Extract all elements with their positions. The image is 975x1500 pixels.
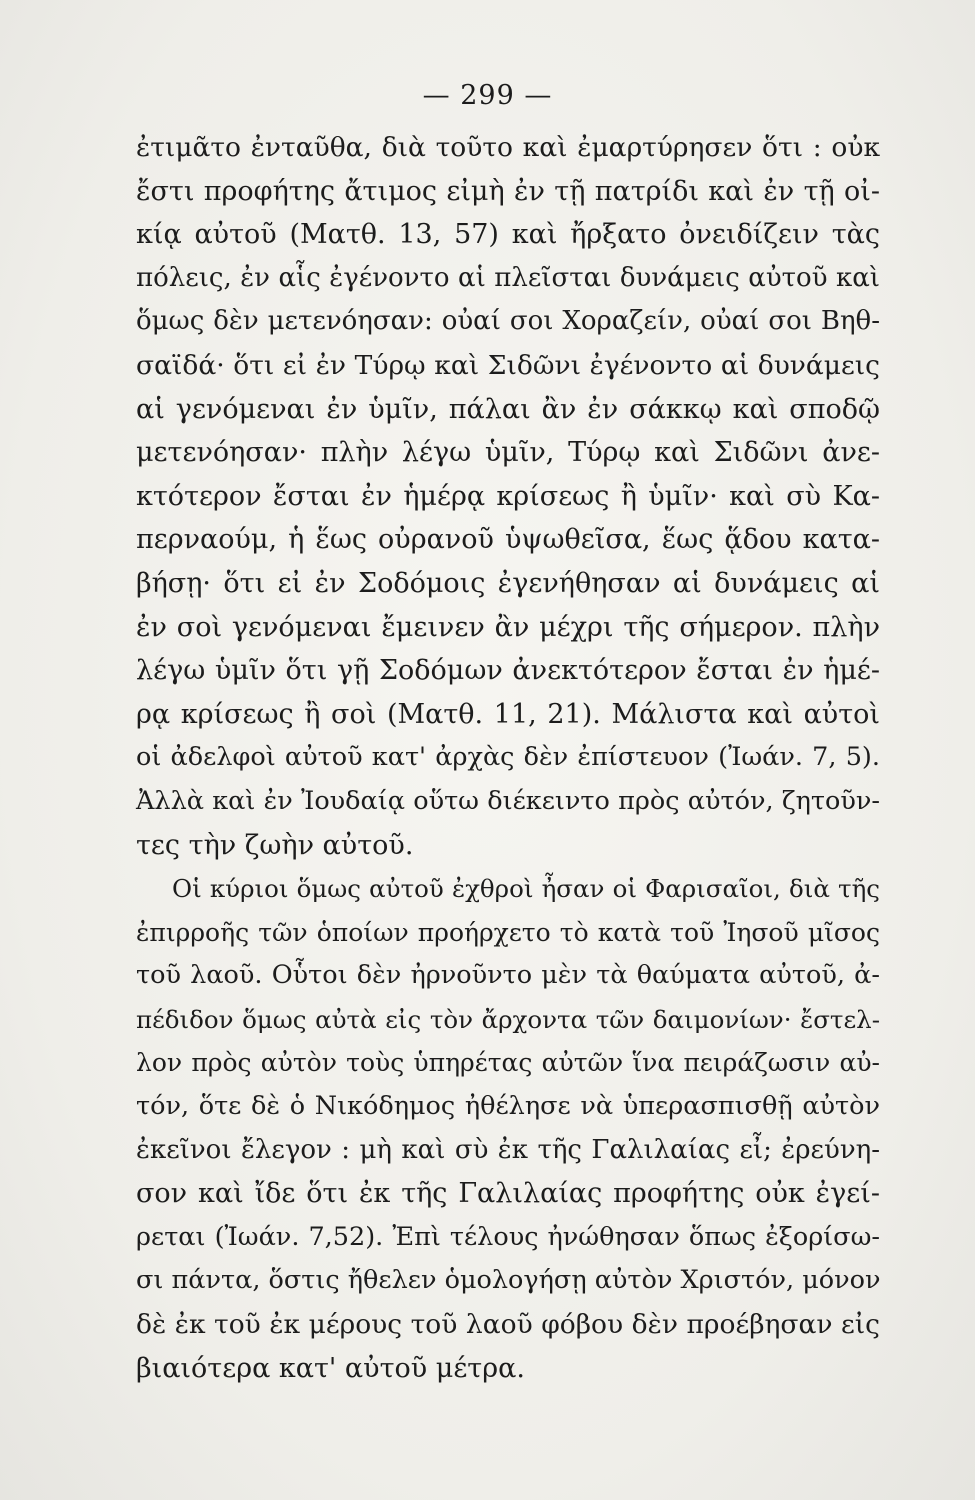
text-line: βήσῃ· ὅτι εἰ ἐν Σοδόμοις ἐγενήθησαν αἱ δυνάμεις αἱ (136, 567, 880, 599)
text-line: πέδιδον ὅμως αὐτὰ εἰς τὸν ἄρχοντα τῶν δαιμονίων· ἔστελ- (136, 1004, 880, 1034)
text-line: τοῦ λαοῦ. Οὗτοι δὲν ἠρνοῦντο μὲν τὰ θαύματα αὐτοῦ, ἀ- (136, 960, 880, 991)
text-line: περναούμ, ἡ ἕως οὐρανοῦ ὑψωθεῖσα, ἕως ᾅδου κατα- (136, 524, 880, 556)
paragraph-start-line: Οἱ κύριοι ὅμως αὐτοῦ ἐχθροὶ ἦσαν οἱ Φαρισαῖοι, διὰ τῆς (172, 874, 880, 904)
text-line: σαϊδά· ὅτι εἰ ἐν Τύρῳ καὶ Σιδῶνι ἐγένοντο αἱ δυνάμεις (136, 349, 880, 381)
text-line: ἔστι προφήτης ἄτιμος εἰμὴ ἐν τῇ πατρίδι καὶ ἐν τῇ οἰ- (136, 175, 880, 207)
text-line: πόλεις, ἐν αἷς ἐγένοντο αἱ πλεῖσται δυνάμεις αὐτοῦ καὶ (136, 262, 880, 293)
text-line: ἐκεῖνοι ἔλεγον : μὴ καὶ σὺ ἐκ τῆς Γαλιλαίας εἶ; ἐρεύνη- (136, 1134, 880, 1165)
text-line: ἐτιμᾶτο ἐνταῦθα, διὰ τοῦτο καὶ ἐμαρτύρησεν ὅτι : οὐκ (136, 132, 880, 163)
text-line: Ἀλλὰ καὶ ἐν Ἰουδαίᾳ οὕτω διέκειντο πρὸς αὐτόν, ζητοῦν- (136, 785, 880, 816)
text-line: ρᾳ κρίσεως ἢ σοὶ (Ματθ. 11, 21). Μάλιστα καὶ αὐτοὶ (136, 698, 880, 730)
text-line: οἱ ἀδελφοὶ αὐτοῦ κατ' ἀρχὰς δὲν ἐπίστευον (Ἰωάν. 7, 5). (136, 742, 880, 773)
text-line: αἱ γενόμεναι ἐν ὑμῖν, πάλαι ἂν ἐν σάκκῳ καὶ σποδῷ (136, 393, 880, 425)
text-line: τόν, ὅτε δὲ ὁ Νικόδημος ἠθέλησε νὰ ὑπερασπισθῇ αὐτὸν (136, 1091, 880, 1122)
text-line: σον καὶ ἴδε ὅτι ἐκ τῆς Γαλιλαίας προφήτης οὐκ ἐγεί- (136, 1178, 880, 1210)
text-line: ρεται (Ἰωάν. 7,52). Ἐπὶ τέλους ἠνώθησαν ὅπως ἐξορίσω- (136, 1221, 880, 1252)
text-line: ὅμως δὲν μετενόησαν: οὐαί σοι Χοραζείν, οὐαί σοι Βηθ- (136, 306, 880, 337)
paragraph-end-line: βιαιότερα κατ' αὐτοῦ μέτρα. (136, 1352, 525, 1384)
paragraph-end-line: τες τὴν ζωὴν αὐτοῦ. (136, 829, 414, 861)
text-line: λέγω ὑμῖν ὅτι γῇ Σοδόμων ἀνεκτότερον ἔσται ἐν ἡμέ- (136, 655, 880, 687)
text-line: λον πρὸς αὐτὸν τοὺς ὑπηρέτας αὐτῶν ἵνα πειράζωσιν αὐ- (136, 1048, 880, 1078)
body-text (136, 126, 880, 1390)
text-line: κίᾳ αὐτοῦ (Ματθ. 13, 57) καὶ ἤρξατο ὀνειδίζειν τὰς (136, 219, 880, 251)
text-line: δὲ ἐκ τοῦ ἐκ μέρους τοῦ λαοῦ φόβου δὲν προέβησαν εἰς (136, 1309, 880, 1341)
page-number: — 299 — (422, 80, 553, 111)
text-line: ἐν σοὶ γενόμεναι ἔμεινεν ἂν μέχρι τῆς σήμερον. πλὴν (136, 611, 880, 643)
text-line: μετενόησαν· πλὴν λέγω ὑμῖν, Τύρῳ καὶ Σιδῶνι ἀνε- (136, 437, 880, 469)
text-line: κτότερον ἔσται ἐν ἡμέρᾳ κρίσεως ἢ ὑμῖν· καὶ σὺ Κα- (136, 480, 880, 512)
text-line: ἐπιρροῆς τῶν ὁποίων προήρχετο τὸ κατὰ τοῦ Ἰησοῦ μῖσος (136, 917, 880, 947)
text-line: σι πάντα, ὅστις ἤθελεν ὁμολογήσῃ αὐτὸν Χριστόν, μόνον (136, 1265, 881, 1296)
